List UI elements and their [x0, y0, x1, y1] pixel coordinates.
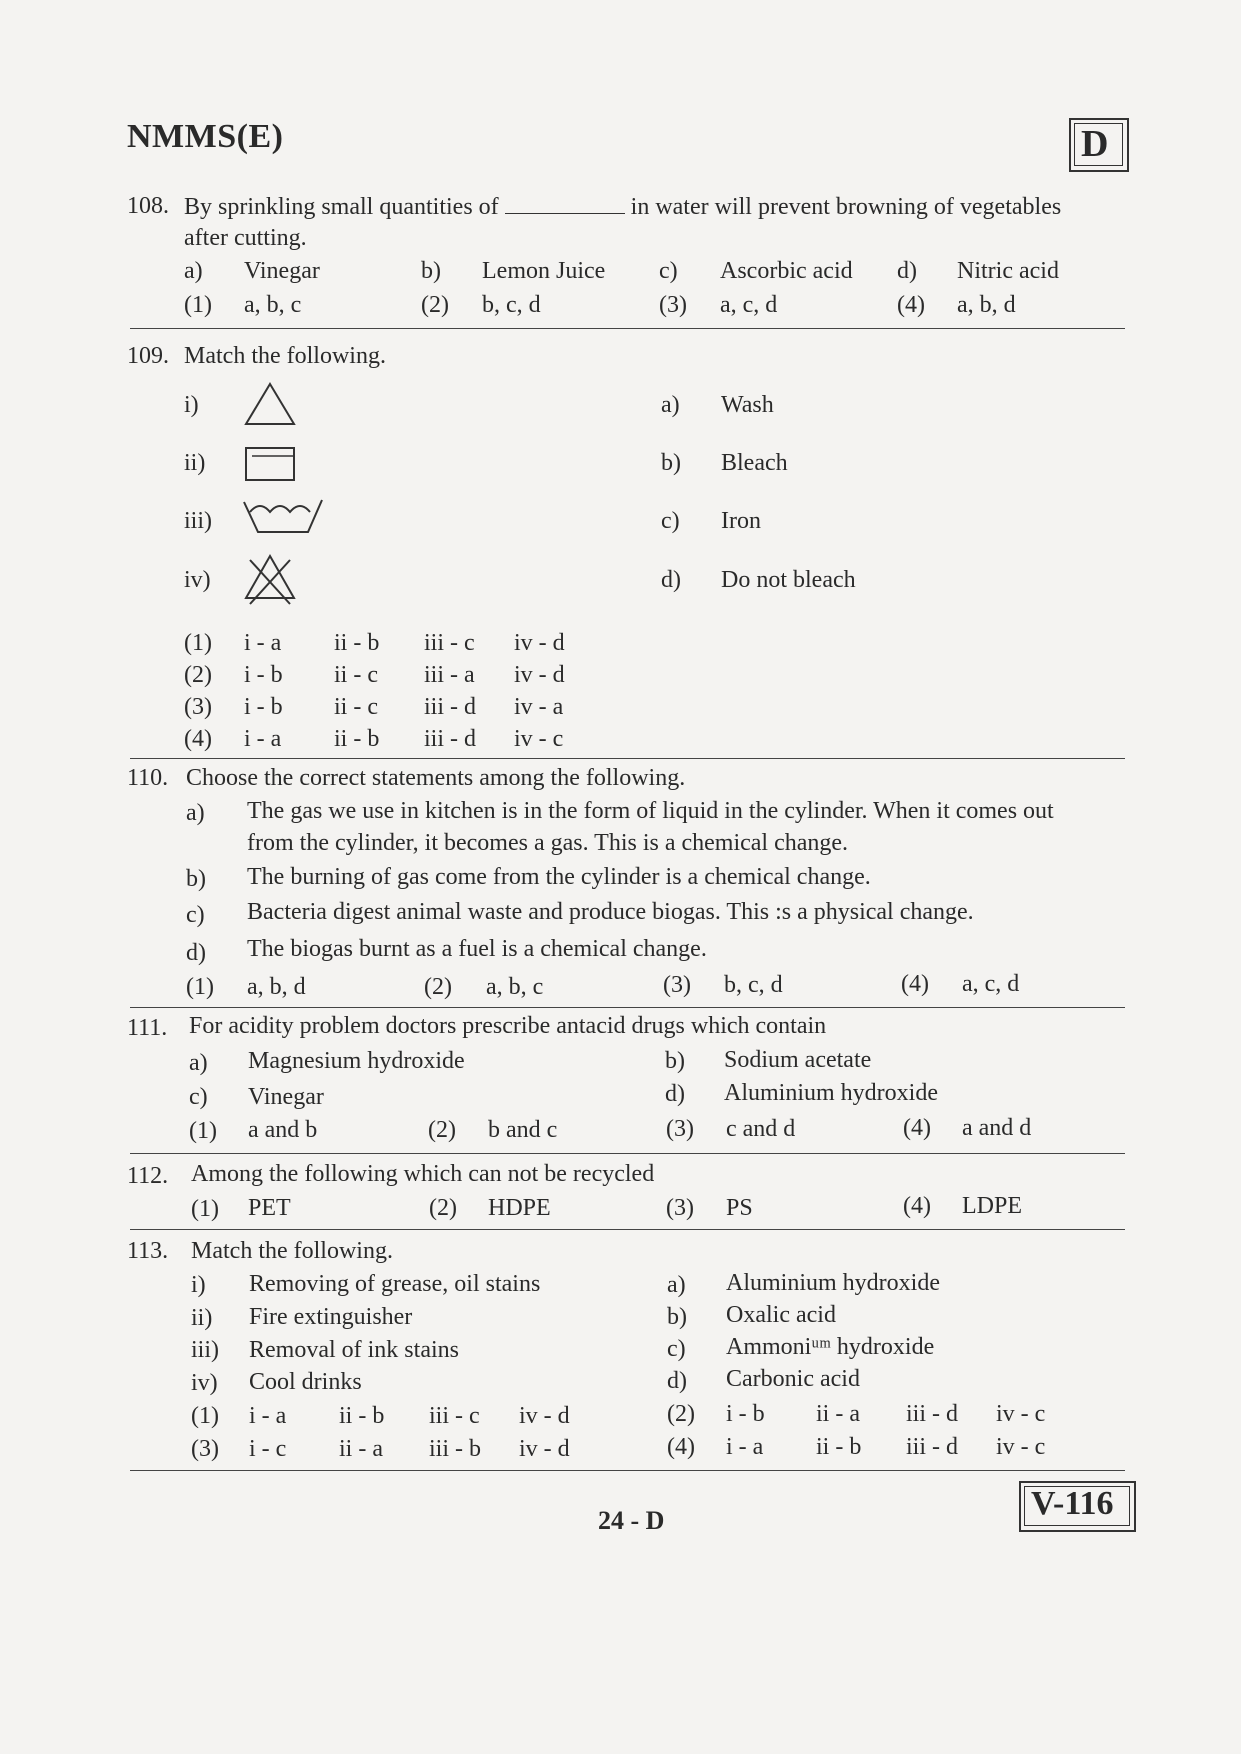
match-right-key: c)	[661, 508, 680, 534]
option-pair: i - a	[249, 1403, 287, 1429]
option-pair: i - b	[244, 662, 283, 688]
statement-text: Bacteria digest animal waste and produce biogas. This :s a physical change.	[247, 899, 974, 925]
question-number: 112.	[127, 1163, 169, 1189]
option-key: (1)	[184, 630, 212, 656]
question-text: Match the following.	[184, 343, 386, 369]
match-left-key: ii)	[191, 1305, 213, 1331]
option-pair: iii - d	[424, 726, 476, 752]
option-text: b, c, d	[482, 292, 541, 318]
option-key: (4)	[901, 971, 929, 997]
match-left-text: Removal of ink stains	[249, 1337, 459, 1363]
option-key: (4)	[897, 292, 925, 318]
option-key: (2)	[428, 1117, 456, 1143]
option-text: a, c, d	[962, 971, 1020, 997]
item-text: Nitric acid	[957, 258, 1059, 284]
option-pair: ii - c	[334, 694, 378, 720]
match-right-key: a)	[667, 1272, 686, 1298]
option-text: a, c, d	[720, 292, 778, 318]
option-key: (3)	[666, 1195, 694, 1221]
wash-tub-icon	[240, 496, 326, 540]
match-left-text: Removing of grease, oil stains	[249, 1271, 541, 1297]
question-number: 108.	[127, 193, 169, 219]
match-right-key: a)	[661, 392, 680, 418]
question-number: 110.	[127, 765, 169, 791]
match-right-key: b)	[667, 1304, 687, 1330]
option-text: a, b, d	[247, 974, 306, 1000]
option-key: (4)	[903, 1193, 931, 1219]
match-right-key: d)	[667, 1368, 687, 1394]
option-text: HDPE	[488, 1195, 551, 1221]
match-right-text: Do not bleach	[721, 567, 856, 593]
option-key: (1)	[191, 1403, 219, 1429]
option-key: (2)	[184, 662, 212, 688]
option-pair: iv - c	[996, 1401, 1046, 1427]
option-key: (3)	[663, 972, 691, 998]
option-text: a and b	[248, 1117, 318, 1143]
match-right-text: Wash	[721, 392, 774, 418]
option-key: (1)	[189, 1118, 217, 1144]
option-text: PS	[726, 1195, 753, 1221]
question-text: Match the following.	[191, 1238, 393, 1264]
option-pair: iii - b	[429, 1436, 481, 1462]
match-left-key: ii)	[184, 450, 206, 476]
option-pair: iv - d	[519, 1436, 570, 1462]
series-letter: D	[1081, 123, 1109, 165]
series-box	[1069, 118, 1129, 172]
match-right-text: Ammoniᵘᵐ hydroxide	[726, 1334, 935, 1360]
question-text-cont: after cutting.	[184, 225, 307, 251]
option-key: (3)	[666, 1116, 694, 1142]
question-text: Choose the correct statements among the following.	[186, 765, 686, 791]
option-pair: iv - c	[996, 1434, 1046, 1460]
option-text: b, c, d	[724, 972, 783, 998]
match-left-key: iii)	[184, 508, 212, 534]
item-key: c)	[189, 1084, 208, 1110]
question-text: For acidity problem doctors prescribe antacid drugs which contain	[189, 1013, 827, 1039]
option-text: LDPE	[962, 1193, 1022, 1219]
option-key: (1)	[186, 974, 214, 1000]
statement-key: c)	[186, 902, 205, 928]
option-key: (1)	[184, 292, 212, 318]
match-right-key: b)	[661, 450, 681, 476]
item-key: d)	[897, 258, 917, 284]
divider	[130, 328, 1125, 329]
option-pair: i - a	[726, 1434, 764, 1460]
statement-text: The biogas burnt as a fuel is a chemical change.	[247, 936, 707, 962]
option-key: (4)	[184, 726, 212, 752]
match-left-key: iv)	[184, 567, 211, 593]
divider	[130, 758, 1125, 759]
option-pair: iii - a	[424, 662, 475, 688]
option-pair: i - b	[244, 694, 283, 720]
option-pair: ii - c	[334, 662, 378, 688]
item-text: Vinegar	[248, 1084, 324, 1110]
item-key: a)	[189, 1050, 208, 1076]
option-pair: ii - a	[816, 1401, 860, 1427]
option-key: (3)	[191, 1436, 219, 1462]
option-pair: iii - c	[429, 1403, 480, 1429]
question-number: 111.	[127, 1015, 168, 1041]
option-pair: i - c	[249, 1436, 287, 1462]
match-right-text: Bleach	[721, 450, 788, 476]
option-pair: ii - b	[334, 630, 380, 656]
match-right-text: Oxalic acid	[726, 1302, 836, 1328]
divider	[130, 1470, 1125, 1471]
option-pair: iv - d	[514, 662, 565, 688]
match-left-key: iv)	[191, 1370, 218, 1396]
option-pair: ii - a	[339, 1436, 383, 1462]
iron-icon	[242, 444, 298, 484]
item-text: Ascorbic acid	[720, 258, 853, 284]
option-pair: ii - b	[816, 1434, 862, 1460]
option-key: (2)	[429, 1195, 457, 1221]
statement-key: a)	[186, 800, 205, 826]
match-right-key: c)	[667, 1336, 686, 1362]
match-left-key: iii)	[191, 1337, 219, 1363]
option-pair: iii - c	[424, 630, 475, 656]
item-key: b)	[665, 1048, 685, 1074]
booklet-code: V-116	[1031, 1485, 1114, 1522]
item-key: c)	[659, 258, 678, 284]
option-text: a, b, c	[486, 974, 544, 1000]
option-key: (2)	[421, 292, 449, 318]
statement-key: d)	[186, 940, 206, 966]
match-right-text: Carbonic acid	[726, 1366, 860, 1392]
page-number: 24 - D	[598, 1506, 665, 1535]
question-number: 113.	[127, 1238, 169, 1264]
option-key: (2)	[424, 974, 452, 1000]
match-left-key: i)	[191, 1272, 206, 1298]
option-pair: i - b	[726, 1401, 765, 1427]
option-pair: iv - c	[514, 726, 564, 752]
item-key: d)	[665, 1081, 685, 1107]
divider	[130, 1153, 1125, 1154]
option-text: a, b, d	[957, 292, 1016, 318]
option-pair: iv - d	[519, 1403, 570, 1429]
item-text: Lemon Juice	[482, 258, 606, 284]
booklet-code-box	[1019, 1481, 1136, 1532]
option-text: c and d	[726, 1116, 796, 1142]
option-pair: iv - d	[514, 630, 565, 656]
option-key: (2)	[667, 1401, 695, 1427]
question-number: 109.	[127, 343, 169, 369]
item-key: a)	[184, 258, 203, 284]
statement-text: The burning of gas come from the cylinder is a chemical change.	[247, 864, 871, 890]
divider	[130, 1007, 1125, 1008]
page-title: NMMS(E)	[127, 118, 284, 155]
option-key: (4)	[667, 1434, 695, 1460]
option-key: (3)	[184, 694, 212, 720]
match-left-key: i)	[184, 392, 199, 418]
option-key: (3)	[659, 292, 687, 318]
question-text: By sprinkling small quantities of in water will prevent browning of vegetables	[184, 194, 1062, 220]
option-key: (1)	[191, 1196, 219, 1222]
statement-text: The gas we use in kitchen is in the form of liquid in the cylinder. When it comes out	[247, 798, 1054, 824]
match-right-key: d)	[661, 567, 681, 593]
option-pair: iii - d	[906, 1401, 958, 1427]
do-not-bleach-icon	[242, 552, 298, 606]
fill-in-blank	[505, 193, 625, 214]
option-pair: i - a	[244, 630, 282, 656]
option-pair: iii - d	[906, 1434, 958, 1460]
question-text: Among the following which can not be recycled	[191, 1161, 655, 1187]
statement-text-cont: from the cylinder, it becomes a gas. This is a chemical change.	[247, 830, 849, 856]
statement-key: b)	[186, 866, 206, 892]
match-right-text: Iron	[721, 508, 761, 534]
option-pair: iii - d	[424, 694, 476, 720]
match-right-text: Aluminium hydroxide	[726, 1270, 940, 1296]
option-pair: iv - a	[514, 694, 564, 720]
match-left-text: Fire extinguisher	[249, 1304, 413, 1330]
item-text: Sodium acetate	[724, 1047, 872, 1073]
item-text: Magnesium hydroxide	[248, 1048, 465, 1074]
divider	[130, 1229, 1125, 1230]
option-pair: ii - b	[339, 1403, 385, 1429]
option-key: (4)	[903, 1115, 931, 1141]
option-text: a and d	[962, 1115, 1032, 1141]
match-left-text: Cool drinks	[249, 1369, 362, 1395]
item-text: Aluminium hydroxide	[724, 1080, 938, 1106]
option-pair: i - a	[244, 726, 282, 752]
item-key: b)	[421, 258, 441, 284]
option-pair: ii - b	[334, 726, 380, 752]
option-text: b and c	[488, 1117, 558, 1143]
option-text: PET	[248, 1195, 291, 1221]
bleach-triangle-icon	[242, 380, 298, 430]
item-text: Vinegar	[244, 258, 320, 284]
option-text: a, b, c	[244, 292, 302, 318]
